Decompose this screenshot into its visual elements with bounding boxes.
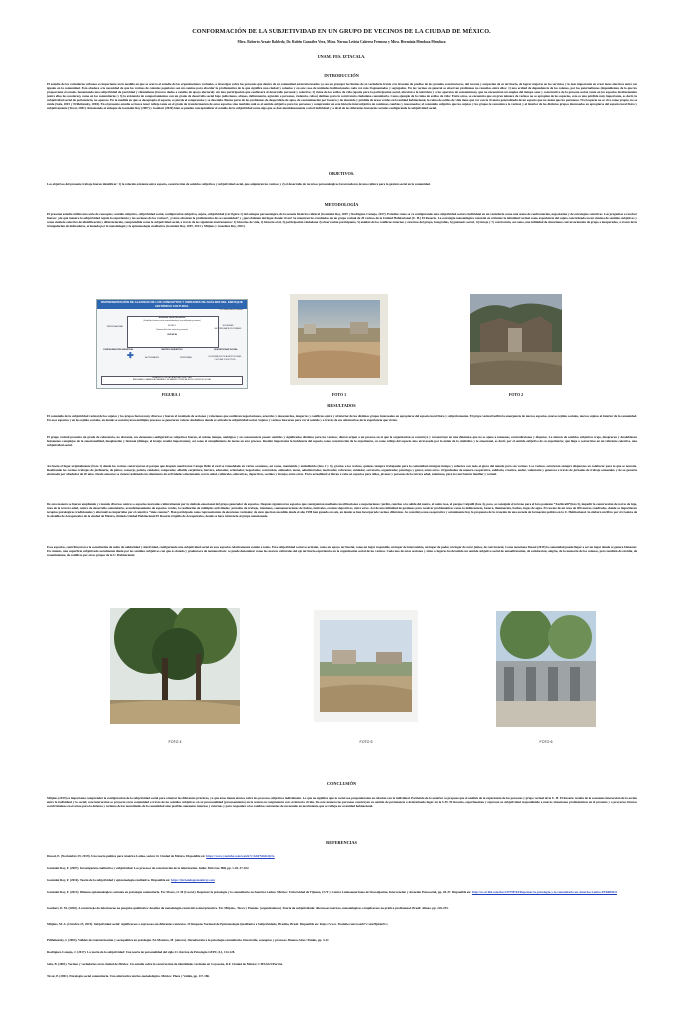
diagram-subjetividad: SUBJETIVIDAD SOCIAL [214,349,238,351]
reference-text: González Rey, F. (2007). Investigación cualitativa y subjetividad. Los procesos de construcción de la información. India: McGraw Hill, pp. 1-20, 57-102. [47,866,250,870]
intro-heading: INTRODUCCIÓN [324,73,359,78]
diagram-vivencia-actual: (Vivencia del actual: vivencias y procesos) [156,329,188,331]
diagram-bottom-box [101,376,243,385]
reference-text: Safa, B. (2001). Vecinos y vecindarios en la ciudad de México. Un estudio sobre la construcción de identidades vecinales en Coyoacán, D.F. Ciudad de México: CIESAS/UPorrúa [47,962,283,966]
reference-text: González Rey, F. (2013). Dilemas epistemológicos actuales en psicología comunitaria. En: Flores, O. M (Coord.). Repensar la psicología y lo comunitario en América Latina. México: Universidad de Tijuana, CUT y Centro Latinoamericano de Investigación, Intervención y Atención Psicosocial, pp. 28-47. Disponible en: [47,890,472,894]
diagram-sociedad: SOCIEDAD [222,325,234,327]
diagram-vivencia: VIVENCIA [167,334,177,336]
diagram-top-title: Situación social desarrollo [158,317,186,319]
poster-title: CONFORMACIÓN DE LA SUBJETIVIDAD EN UN GRUPO DE VECINOS DE LA CIUDAD DE MÉXICO. [192,28,491,35]
diagram-sentido: SENTIDO SUBJETIVO [161,349,183,351]
reference-text: Prilleltensky, I. (2004). Validez de transformación y sociopolítica en psicología. En Montero, M. (autora). Introducción a la psicología comunitaria. Desarrollo, conceptos y procesos. Buenos Aires: Paidós, pp. 3-21 [47,938,329,942]
reference-text: González Rey, F. (2016). Teoría de la subjetividad y epistemología cualitativa. Disponible en: [47,878,172,882]
reference-item [47,866,637,870]
diagram-actividades: ACTIVIDADES [145,357,159,359]
foto-6-image [496,611,596,727]
diagram-personalidad: PERSONALIDAD [106,326,124,328]
intro-text: El estudio de los vecindarios urbanos es importante en la medida en que se acerca al estudio de las organizaciones vecinales, a investigar sobre las personas que dentro de su comunidad están interesadas ya sea en proteger los límites de su vecindario frente a la invasión de predios de las grandes constructoras, del rescate y ocupación de su territorio, de lograr mejoras en los servicios y lo más importante en crear lazos afectivos entre sus iguales en la comunidad. Esto obedece a la necesidad de que los vecinos de colonias populares son un camino para abordar la problemática de lo que significa una ciudad y colonias y en este caso de unidades habitacionales cada vez más fragmentadas y segregadas. En los vecinos en general se observan problemas no resueltos entre ellos: 1) una actitud de dependencia de los colonos, por los paternalismos (dependientes de lo que les proporcione el estado, fomentando una subjetividad de pasividad y clientelismo (favores dados a cambio de apoyo electoral). sin una participación que conllevará al desarrollo personal y colectivo; 2) ruina de los estilos de vida (apatía para la participación social, afección a la televisión y a los aparatos de consumismo), que no encuentran un empleo del tiempo sano y constructivo de la persona social, tanto en los espacios institucionales (entre ellos los escolares), como en los comunitarios y 3) la existencia de comportamientos con un grado de desarrollo social bajo (adicciones, abusos, delincuencia, agresión a personas, violencia, robos) dañinos para la convivencia ciudadana comunitaria. Como ejemplo de la ruina de estilos de vida: Entre otros, se encuentra que en gran número de vecinos no se apropian de los espacios, esto es una pérdida muy importante, es decir, la subjetividad social de pertenencia, no aparece. En la medida en que se desapropia el espacio, se pierde el compromiso y se descuida. Buena parte de los problemas de desperdicio de agua, de contaminación por basura y de descuido y pérdida de áreas verdes en la unidad habitacional, la ruina de estilos de vida tiene que ver con la vivencia generalizada de un espacio que no siente que les pertenece. Ni el espacio no se vive como propio, no se cuida (Safa, 2001 y Prilleltensky, 2004). En el presente estudio se busca tener reflejo tanto en el grado de transformación de estos espacios sino también cuál es el sentido subjetivo para las personas y comprender en esta historia intersubjetiva de continuos cambios y reacomodos; el contenido subjetivo que los sujetos y los grupos le conceden a lo vecinal, y al interior de los distintos grupos interesados en apropiarse del espacio local físico y subjetivamente (Tovar, 2001). Retomando el enfoque de González Rey (2007) y Gonhart (2020) bien se pueden conceptualizar el estudio de la subjetividad como algo que se dan simultáneamente a nivel individual y a nivel de los diferentes instancias sociales configurando la subjetividad social. [47,82,637,111]
conclusion-heading: CONCLUSIÓN [326,781,357,786]
reference-item [47,878,637,882]
reference-item [47,974,637,978]
diagram-personas: PERSONAS [180,357,192,359]
foto-1-caption: FOTO 1 [331,392,347,397]
reference-text: Rodríguez-Camejo, J. (2017). La teoría de la subjetividad: Una teoría de personalidad del siglo 21. Revista de Psicología GEPU, 8,1, 114-128. [47,950,236,954]
reference-text: Mitjáns, M. A. (Octubre 23, 2019). Subjetividad social: significacoes e expressao em diferentes contextos. II Simposio Nacional de Epistemologia Qualitative e Subjetividade, Brasilia, Brasil. Disponible en: https://www. Youtube.com/watch?v=otn29pkizZCs [47,922,388,926]
reference-item [47,962,637,966]
results-paragraph-3: Así hacia el lugar originalmente (Foto 1) donde los vecinos construyeron el parque que después nombraron Campo Bello el cual se remodelado en varias ocasiones, así como, mantenido y embellecido (foto 2 y 3), gracias a los vecinos, quienes siempre trabajando para la comunidad entregan tiempo y esfuerzo con todo el gusto del mundo para sus vecinos. Los vecinos, estuvieron siempre dispuestos en colaborar para lo que se necesite. Realizando los vecinos trabajos de jardinería, de pintor, conserje, policía, cuidador, comprador, albañil, carpintero, herrero, educador, orientador, negociador, contratista, animador, mono, administrador, motivador, reforestor, cuidador, secretario, organizador, psicólogo y gestor, entre otros. Organizados de manera cooperativa, solidaria, creativa, audaz, voluntaria y generosa a través de jornadas de trabajo semanales y de su gestoría efectuada por alrededor de 20 años. Desde entonces se vienen realizando un sinnúmero de actividades relacionadas con la salud, culturales, educativas, deportivas, sociales y festejos entre otras. En la actualidad se llevan a cabo en espacios para niños, jóvenes y personas de la tercera edad, asimismo, para la convivencia familiar y vecinal. [47,464,637,477]
objectives-heading: OBJETIVOS. [328,171,355,176]
conclusion-text: Mitjáns (2019) es importante comprender la configuración de la subjetividad social para orientar las diferentes prácticas, ya que éstas tienen efectos sobre los procesos subjetivos individuales. Lo que no significa que lo social sea preponderante en relación con lo individual. Partiendo de lo anterior se propone que el análisis de la experiencia de las personas y grupo vecinal de la U. H. El Rosario resulta de la constante interacción de la acción entre lo individual y lo social; esta interacción se proyecta en la comunidad a través de los sentidos subjetivos en su procesualidad (procesamiento) en la acción en congruencia con su historia vivida. De esta manera las personas construyen su sentido de pertenencia a determinado lugar en la U.H. El Rosario, experimentan y expresan su subjetividad respondiendo a nuevas situaciones problemáticas en el presente y a proyectos futuros convirtiéndose en el arma para la defensa y reclamo de las necesidades de la comunidad ante posibles amenazas internas y externas y para responder a los cambios constantes de un mundo en movimiento que se refleja en su unidad habitacional. [47,796,637,809]
poster-institution: UNAM. FES. IZTACALA. [317,54,366,59]
diagram-impulsando: IMPULSANDO CAMBIOS ALCANZANDO SU MÁXIMO POTENCIAL EN SU CONTEXTO SOCIAL [132,379,212,382]
foto-5-caption: FOTO 5 [359,740,373,744]
reference-item [47,938,637,942]
foto-1-image [290,294,388,385]
reference-link[interactable]: https://fernandogonzalezrey.com [171,878,215,882]
diagram-factores: FACTORES MACROCULTURALES [214,328,242,330]
diagram-economia: ECONOMÍA POLÍTICA INSTITUCIONES CULTURA, COLECTIVOS [208,356,242,361]
references-heading: REFERENCIAS [326,840,357,845]
foto-2-caption: FOTO 2 [508,392,524,397]
reference-item [47,890,637,894]
reference-link[interactable]: http://es.scribd.com/doc/235798764/Repensar-la-psicologia-y-lo-comunitario-en-America-Latina-FERRERO [471,890,617,894]
foto-2-image [470,294,562,385]
poster-authors: Mtro. Roberto Arzate Robledo, Dr. Rubén González Vera, Mtra. Norma Leticia Cabrera Fermoso y Mtra. Herminia Mendoza Mendoza [237,40,446,44]
reference-text: Tovar, P. (2001). Psicología social comunitaria. Una alternativa teórico-metodológica. México: Plaza y Valdés, pp. 117-186. [47,974,210,978]
reference-item [47,922,637,926]
reference-text: Gonhart, D. M. (2020). A construção do informacao na pesquisa qualitativa: desafios da metodologia construtivo-interpretativa. En: Mitjáns., Tacca y Puentes. (organizadores). Teoria da subjetividade: discussoes teóricas, metodológicas e implicacoes na prática profissional. Brasil: Alinea. pp. 226-255. [47,906,449,910]
diagram-subtitle: Prof. Roberto Arzate Robledo [219,309,243,312]
foto-6-caption: FOTO 6 [539,740,553,744]
figure-1-caption: FIGURA 1 [161,392,181,397]
diagram-sujeto: SUJETO [167,325,177,327]
diagram-top-sub: (Unidad de lo interno con lo externo/individual y lo social/pasado y presente) [143,320,201,322]
diagram-cross-icon: ✚ [127,351,134,360]
diagram-configuracion: CONFIGURACIÓN SUBJETIVA [103,349,133,351]
foto-4-image [110,608,240,724]
diagram-desarrollo: DESARROLLO DE LA CAPACIDAD DE ACTUAR [152,377,192,379]
foto-5-image [314,610,418,722]
foto-4-caption: FOTO 4 [168,740,182,744]
results-paragraph-2: El grupo vecinal presenta un grado de coherencia, no obstante, sus elementos configurativos subjetivos fueron, al mismo tiempo, ambiguos y en consecuencia poseer sentidos y significados distintos para los vecinos; dieron origen a un proceso en el que la organización se construyó y reconstruyó en una dinámica que no es ajena a tensiones, contradicciones y disputas. La síntesis de sentidos subjetivos trajo, integraron y desdoblaron fenómenos complejos de la emocionalidad, imaginación y fantasía (diálogo, el festejo resultó importantes), así como el cumplimiento de metas en este proceso. Resultó importante la incidencia del espacio como construcción de la experiencia, su como reflejo del espacio sino atravesada por la unión de lo simbólico y lo emocional, es decir, por el sentido subjetivo de su experiencia; que llega a convertirse en un referente colectivo, una subjetividad social. [47,435,637,448]
reference-item [47,906,637,910]
results-heading: RESULTADOS [327,403,356,408]
figure-1-diagram [96,299,248,389]
method-heading: METODOLOGÍA [324,202,359,207]
diagram-title-band: REPRESENTACIÓN DE ALGUNOS DE LOS CONCEPTOS Y UNIDADES DE ANÁLISIS DEL ENFOQUE HISTÓRICO CULTURAL [97,300,247,309]
reference-link[interactable]: https://www.youtube.com/watch?v=kbFNOdxQOw [206,854,275,858]
reference-item [47,950,637,954]
results-paragraph-1: El contenido de la subjetividad vecinal de los sujetos y los grupos fueron muy diversos y fueron el resultado de acciones y relaciones que conllevan negociaciones, acuerdos y desacuerdos, desgarres y conflictos entre y al interior de los distintos grupos interesados en apropiarse del espacio local físico y subjetivamente. El grupo vecinal facilitó la emergencia de nuevos espacios, nuevos tejidos sociales, nuevos sujetos al interior de la comunidad. En esos espacios y en los tejidos sociales, en donde se construyeron múltiples procesos se generaron valores simbólicos donde se articuló la subjetividad social. Sujetos y vecinos buscaron para ver el sentido y a través de sus alternativas de la experiencia que vivían. [47,414,637,423]
method-text: El presente estudio utilizó una serie de conceptos; sentido subjetivo, subjetividad social, configuración subjetiva, sujeto, subjetividad (ver figura 1) del enfoque personológico de la escuela histórico cultural (González Rey, 2007 y Rodríguez-Camejo, 2017). Estudiar cómo se va configurando una subjetividad social e individual en un vecindario como una arena de confrontación, negociación y de estrategias colectivas. Las preguntas a resolver fueron: ¿de qué manera la subjetividad regula la experiencia y las acciones de los vecinos?, ¿Cómo afrontan la problemática de su comunidad? y ¿qué obtienen del lugar donde viven? Se muestran los resultados de un grupo vecinal de 20 vecinos de la Unidad Habitacional (U. H.) El Rosario. La estrategia metodológica consistió en articular la identidad vecinal como experiencia del sujeto concretizada en un sistema de sentidos subjetivos y como símbolo colectivo de identificación y diferenciación, comprendida como la subjetividad social, a través de los siguientes instrumentos: 1) historias de vida, 2) historia oral, 3) participación ciudadana 4) observación participante, 5) análisis de los conflictos internos y externos del grupo, fotografías, 6) guemesis social , 6) festejo y 7) convivencia, así como, una infinidad de situaciones conversacionales de grupo e inesperadas, a través de la triangulación de indicadores, orientada por la metodología y la epistemología cualitativa (González Rey, 2007, 2013 y Mitjáns y González Rey, 2021). [47,212,637,229]
results-paragraph-4: De esta manera se fueron ampliando y creando diversos centros o espacios marcados culturalmente por la simbolo-emocional del grupo generador de espacios. Después siguieron los espacios que consiguieron mediante movilizaciones o negociaciones: jardín, canchas a la salida del metro, el salón rosa, el parque Calpulli (foto 4), poco, se consiguió el terreno para el foro poniente “Xochicalli”(foto 5), impedir la construcción de torres de lujo, área de la tercera edad, centro de desarrollo comunitario, acondicionamiento de espacios verdes, la realización de múltiples actividades; jornadas de trabajo, reuniones, conmemoraciones de fechas, festivales, eventos deportivos, entre otras. Así de una infinidad de gestiones para resolver problemáticas como la delincuencia, basura, iluminación, baches, fugas de agua. El rescate de un área de 400 metros cuadrados, donde se impartieron terapias psicológicas tradicionales y alternativas impartidas por el colectivo “ziete cuentos”. Han participado como representantes de elecciones vecinales; de siete que han sucedido desde el año 1998 han ganado en seis, en donde se han incorporado vecinos diferentes. Se constituyo una cooperativa y actualmente hay la propuesta de la creación de una escuela de formación política en la U. Habitacional. Se elaboró un libro por el cronista de la alcaldía de Azcapotzalco de la ciudad de México, titulado Unidad Habitacional El Rosario Orgullo de Azcapotzalco, donde se hace referencia al grupo mencionado. [47,502,637,519]
results-paragraph-5: Esos espacios, contribuyeron a la constitución de redes de solidaridad y afectividad, configurando una subjetividad social en esos espacios relativamente común a todos. Esta subjetividad social se articuló, como un apoyo territorial, como un lugar respetable, un lugar de intercambio, un lugar de poder, un lugar de estar juntos, de convivencia; Como menciona Dussel (2019) la comunidad puede llegar a ser un lugar donde se genera bienestar. En síntesis, una superficie subjetivada socialmente diada por los sentidos subjetivos con que es dotada y productora de metamorfosis: se puede denominar como las marcas culturales del eje territorio-experiencia en la organización social de los vecinos. Cada uno de estas acciones y sitios o lugares ha devenido un sentido subjetivo social de autoafirmación, de satisfacción, alegría, de la memoria de los colonos, pero también de envidia, de resentimiento, de conflicto por otros grupos de la U. Habitacional [47,545,637,558]
reference-item [47,854,637,858]
objectives-text: Los objetivos del presente trabajo fueron identificar: 1) la relación existente entre espacio, construcción de sentidos subjetivos y subjetividad social, que adquieren los vecinos y 2) el desarrollo de recursos personológicos favorecedores de una cultura para la gestión social en la comunidad. [47,182,431,186]
reference-text: Dussel, E. (Noviembre 29, 2019). Una teoría política para América Latina, sesión 14. Ciudad de México. Disponible en: [47,854,207,858]
